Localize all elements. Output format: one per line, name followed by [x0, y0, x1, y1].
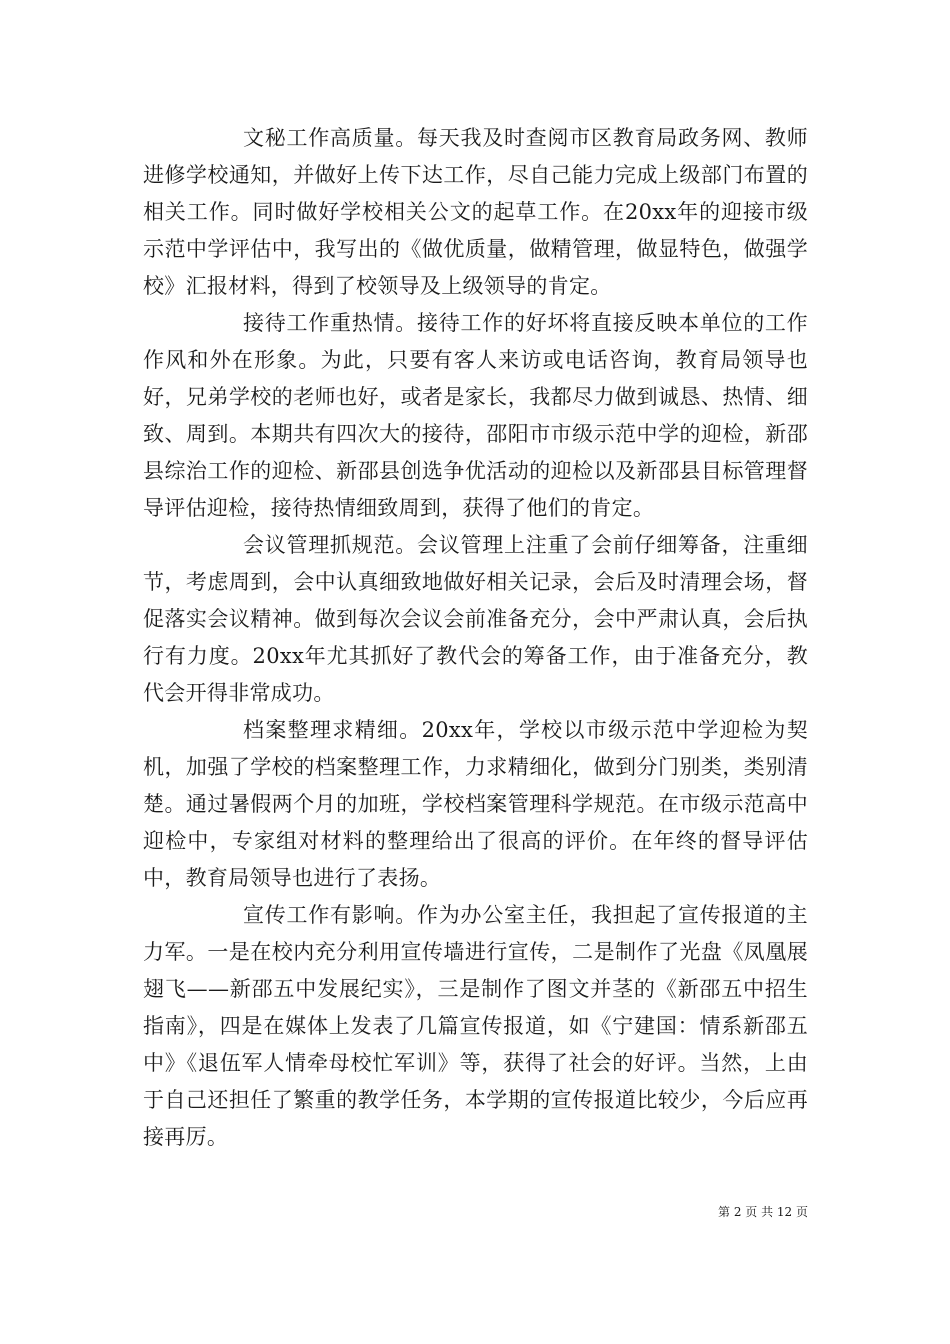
page-number-footer: 第 2 页 共 12 页 [718, 1205, 808, 1219]
paragraph-meeting-management: 会议管理抓规范。会议管理上注重了会前仔细筹备，注重细节，考虑周到，会中认真细致地做好相关记录，会后及时清理会场，督促落实会议精神。做到每次会议会前准备充分，会中严肃认真，会后执行有力度。20xx年尤其抓好了教代会的筹备工作，由于准备充分，教代会开得非常成功。 [143, 533, 808, 705]
paragraph-archive-management: 档案整理求精细。20xx年，学校以市级示范中学迎检为契机，加强了学校的档案整理工作，力求精细化，做到分门别类，类别清楚。通过暑假两个月的加班，学校档案管理科学规范。在市级示范高中迎检中，专家组对材料的整理给出了很高的评价。在年终的督导评估中，教育局领导也进行了表扬。 [143, 718, 808, 890]
paragraph-publicity-work: 宣传工作有影响。作为办公室主任，我担起了宣传报道的主力军。一是在校内充分利用宣传墙进行宣传，二是制作了光盘《凤凰展翅飞——新邵五中发展纪实》，三是制作了图文并茎的《新邵五中招生指南》，四是在媒体上发表了几篇宣传报道，如《宁建国：情系新邵五中》《退伍军人情牵母校忙军训》等，获得了社会的好评。当然，上由于自己还担任了繁重的教学任务，本学期的宣传报道比较少，今后应再接再厉。 [143, 903, 808, 1149]
paragraph-reception-work: 接待工作重热情。接待工作的好坏将直接反映本单位的工作作风和外在形象。为此，只要有客人来访或电话咨询，教育局领导也好，兄弟学校的老师也好，或者是家长，我都尽力做到诚恳、热情、细致、周到。本期共有四次大的接待，邵阳市市级示范中学的迎检，新邵县综治工作的迎检、新邵县创选争优活动的迎检以及新邵县目标管理督导评估迎检，接待热情细致周到，获得了他们的肯定。 [143, 311, 808, 520]
document-body [143, 120, 808, 1156]
paragraph-secretarial-work: 文秘工作高质量。每天我及时查阅市区教育局政务网、教师进修学校通知，并做好上传下达工作，尽自己能力完成上级部门布置的相关工作。同时做好学校相关公文的起草工作。在20xx年的迎接市级示范中学评估中，我写出的《做优质量，做精管理，做显特色，做强学校》汇报材料，得到了校领导及上级领导的肯定。 [143, 126, 808, 298]
